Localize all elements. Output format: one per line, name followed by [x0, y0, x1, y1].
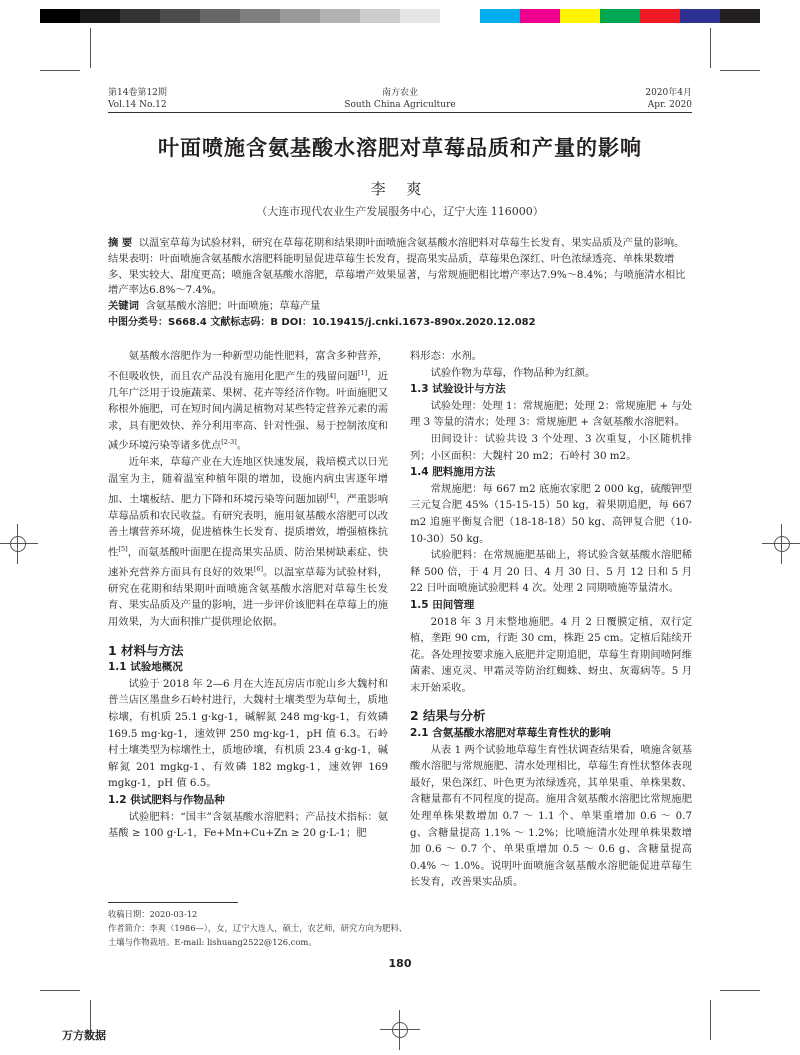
calibration-swatch	[0, 9, 40, 23]
color-calibration-bar	[0, 9, 800, 23]
abstract-text: 以温室草莓为试验材料，研究在草莓花期和结果期叶面喷施含氨基酸水溶肥料对草莓生长发育、果实品质及产量的影响。结果表明：叶面喷施含氨基酸水溶肥料能明显促进草莓生长发育，提高果实品质，草莓果色深红、叶色浓绿透亮、单株果数增多、果实较大、甜度更高；喷施含氨基酸水溶肥，草莓增产效果显著，与常规施肥相比增产率达7.9%～8.4%；与喷施清水相比增产率达6.8%～7.4%。	[108, 237, 686, 297]
field-management-paragraph: 2018 年 3 月末整地施肥。4 月 2 日覆膜定植，双行定植，垄距 90 cm，行距 30 cm，株距 25 cm。定植后陆续开花。各处理按要求施入底肥并定期追肥，草莓生育期间喷阿维菌素、速克灵、甲霜灵等防治红蜘蛛、蚜虫、灰霉病等。5 月末开始采收。	[410, 615, 692, 694]
author-name: 李 爽	[370, 180, 430, 198]
section-heading-1-2: 1.2 供试肥料与作物品种	[108, 793, 225, 806]
classification-line: 中图分类号：S668.4 文献标志码：B DOI：10.19415/j.cnki.1673-890x.2020.12.082	[108, 316, 536, 328]
header-date-en: Apr. 2020	[647, 100, 692, 110]
calibration-swatch	[240, 9, 280, 23]
keywords-label: 关键词	[108, 300, 139, 313]
section-heading-1-1: 1.1 试验地概况	[108, 661, 183, 674]
trim-mark	[90, 28, 91, 68]
intro-paragraph-2: 近年来，草莓产业在大连地区快速发展，栽培模式以日光温室为主，随着温室种植年限的增加，设施内病虫害逐年增加、土壤板结、肥力下降和环境污染等问题加剧[4]，严重影响草莓品质和农民收益。有研究表明，施用氨基酸水溶肥可以改善土壤营养环境，促进植株生长发育、提质增效，增强植株抗性[5]，而氨基酸叶面肥在提高果实品质、防治果树缺素症、快速补充营养方面具有良好的效果[6]。以温室草莓为试验材料，研究在花期和结果期叶面喷施含氨基酸水溶肥对草莓生长发育、果实品质及产量的影响，进一步评价该肥料在草莓上的施用效果，为大面积推广提供理论依据。	[108, 456, 389, 629]
calibration-swatch	[560, 9, 600, 23]
left-column	[108, 348, 388, 842]
field-design-paragraph: 田间设计：试验共设 3 个处理、3 次重复，小区随机排列；小区面积：大魏村 20 m2；石岭村 30 m2。	[410, 432, 692, 462]
calibration-swatch	[320, 9, 360, 23]
calibration-swatch	[520, 9, 560, 23]
calibration-swatch	[200, 9, 240, 23]
crop-mark-bottom	[380, 1010, 420, 1050]
watermark-logo: 万方数据	[62, 1029, 106, 1042]
calibration-swatch	[680, 9, 720, 23]
fertilizer-paragraph: 试验肥料：“国丰”含氨基酸水溶肥料；产品技术指标：氨基酸 ≥ 100 g·L-1，Fe+Mn+Cu+Zn ≥ 20 g·L-1；肥	[108, 810, 388, 840]
section-heading-1: 1 材料与方法	[108, 642, 184, 658]
calibration-swatch	[40, 9, 80, 23]
header-date: 2020年4月	[645, 88, 692, 98]
paper-title: 叶面喷施含氨基酸水溶肥对草莓品质和产量的影响	[158, 136, 642, 160]
test-fertilization: 试验肥料：在常规施肥基础上，将试验含氨基酸水溶肥稀释 500 倍，于 4 月 20 日、4 月 30 日、5 月 12 日和 5 月 22 日叶面喷施试验肥料 4 次。处理 2 同期喷施等量清水。	[410, 549, 692, 595]
results-paragraph: 从表 1 两个试验地草莓生育性状调查结果看，喷施含氨基酸水溶肥与常规施肥、清水处理相比，草莓生育性状整体表现最好，果色深红、叶色更为浓绿透亮，其单果重、单株果数、含糖量都有不同程度的提高。施用含氨基酸水溶肥比常规施肥处理单株果数增加 0.7 ～ 1.1 个、单果重增加 0.6 ～ 0.7 g、含糖量提高 1.1% ～ 1.2%；比喷施清水处理单株果数增加 0.6 ～ 0.7 个、单果重增加 0.5 ～ 0.6 g、含糖量提高 0.4% ～ 1.0%。说明叶面喷施含氨基酸水溶肥能促进草莓生长发育，改善果实品质。	[410, 743, 692, 889]
crop-mark-right	[762, 524, 800, 564]
calibration-swatch	[400, 9, 440, 23]
conventional-fertilization: 常规施肥：每 667 m2 底施农家肥 2 000 kg，硫酸钾型三元复合肥 45%（15-15-15）50 kg，着果期追肥，每 667 m2 追施平衡复合肥（18-18-18）50 kg、高钾复合肥（10-10-30）50 kg。	[410, 482, 692, 545]
trim-mark	[720, 990, 760, 991]
crop-variety: 试验作物为草莓，作物品种为红颜。	[430, 366, 596, 379]
header-right	[592, 87, 692, 111]
header-center	[300, 87, 500, 111]
trim-mark	[720, 70, 760, 71]
header-volume: Vol.14 No.12	[108, 100, 167, 110]
calibration-swatch	[160, 9, 200, 23]
fertilizer-form: 料形态：水剂。	[410, 350, 483, 362]
header-left	[108, 87, 167, 111]
calibration-swatch	[280, 9, 320, 23]
footnote-rule	[108, 902, 238, 903]
calibration-swatch	[600, 9, 640, 23]
abstract-label: 摘 要	[108, 237, 133, 249]
section-heading-2-1: 2.1 含氨基酸水溶肥对草莓生育性状的影响	[410, 727, 611, 740]
section-heading-1-5: 1.5 田间管理	[410, 598, 475, 611]
site-paragraph: 试验于 2018 年 2—6 月在大连瓦房店市驼山乡大魏村和普兰店区墨盘乡石岭村进行，大魏村土壤类型为草甸土，质地棕壤，有机质 25.1 g·kg-1，碱解氮 248 mg·kg-1，有效磷 169.5 mg·kg-1，速效钾 250 mg·kg-1，pH 值 6.3。石岭村土壤类型为棕壤性土，质地砂壤，有机质 23.4 g·kg-1，碱解氮 201 mgkg-1、有效磷 182 mgkg-1，速效钾 169 mgkg-1，pH 值 6.5。	[108, 677, 388, 790]
keywords-line	[108, 299, 692, 315]
abstract-block	[108, 236, 692, 331]
abstract-paragraph	[108, 236, 692, 299]
calibration-swatch	[120, 9, 160, 23]
page-number: 180	[388, 957, 412, 970]
calibration-swatch	[360, 9, 400, 23]
trim-mark	[40, 990, 80, 991]
received-date: 收稿日期：2020-03-12	[108, 909, 198, 919]
crop-mark-left	[0, 524, 38, 564]
calibration-swatch	[640, 9, 680, 23]
affiliation: （大连市现代农业生产发展服务中心，辽宁大连 116000）	[256, 205, 544, 218]
calibration-swatch	[440, 9, 480, 23]
journal-name: 南方农业	[381, 88, 418, 98]
right-column	[410, 348, 692, 891]
keywords-text: 含氨基酸水溶肥；叶面喷施；草莓产量	[145, 300, 321, 313]
header-issue: 第14卷第12期	[108, 88, 167, 98]
calibration-swatch	[760, 9, 800, 23]
section-heading-1-3: 1.3 试验设计与方法	[410, 383, 506, 396]
footnote	[108, 902, 408, 949]
trim-mark	[710, 1000, 711, 1040]
journal-name-en: South China Agriculture	[344, 100, 456, 110]
treatment-paragraph: 试验处理：处理 1：常规施肥；处理 2：常规施肥 + 与处理 3 等量的清水；处理 3：常规施肥 + 含氨基酸水溶肥料。	[410, 399, 692, 429]
author-bio: 作者简介：李爽（1986—），女，辽宁大连人，硕士，农艺师，研究方向为肥料、土壤与作物栽培。E-mail: lishuang2522@126.com。	[108, 923, 408, 947]
calibration-swatch	[720, 9, 760, 23]
header-rule	[108, 112, 692, 113]
intro-paragraph-1: 氨基酸水溶肥作为一种新型功能性肥料，富含多种营养，不但吸收快，而且农产品没有施用化肥产生的残留问题[1]，近几年广泛用于设施蔬菜、果树、花卉等经济作物。叶面施肥又称根外施肥，可在短时间内满足植物对某些特定营养元素的需求，具有肥效快、养分利用率高、针对性强、易于控制浓度和减少环境污染等诸多优点[2-3]。	[108, 350, 389, 452]
trim-mark	[710, 28, 711, 68]
calibration-swatch	[80, 9, 120, 23]
section-heading-1-4: 1.4 肥料施用方法	[410, 466, 496, 479]
trim-mark	[40, 70, 80, 71]
section-heading-2: 2 结果与分析	[410, 708, 486, 724]
calibration-swatch	[480, 9, 520, 23]
